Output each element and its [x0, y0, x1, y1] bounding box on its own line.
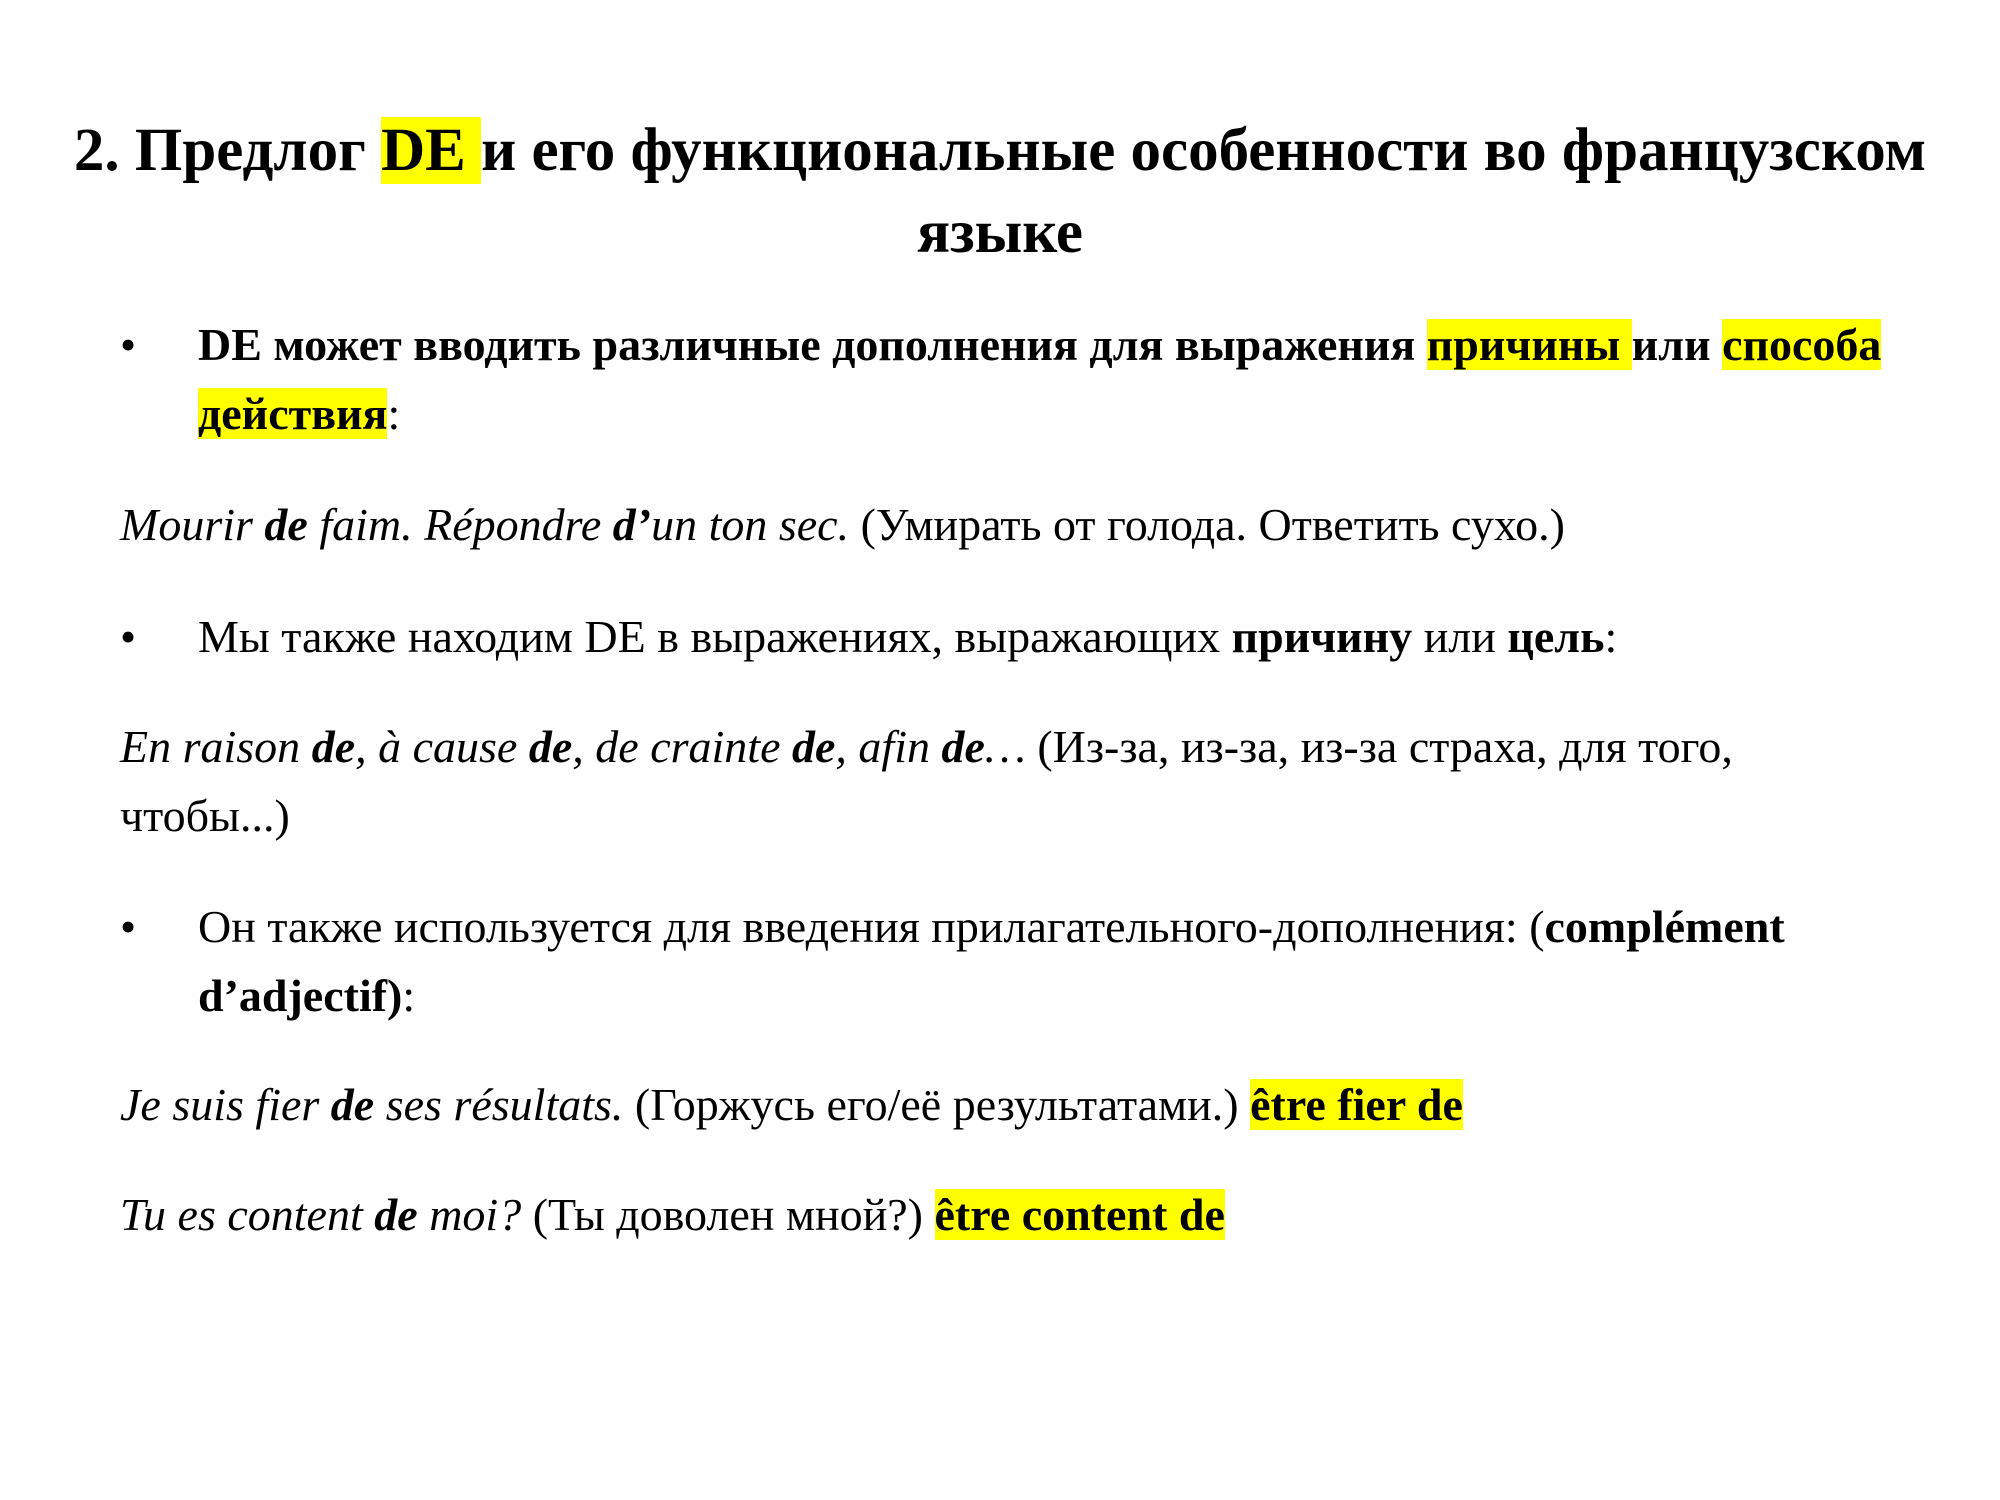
example-italic: moi?	[417, 1189, 522, 1240]
bullet-bold-term: complément d’adjectif)	[198, 901, 1785, 1021]
example-italic: En raison	[120, 721, 312, 772]
example-italic: , afin	[835, 721, 942, 772]
bullet-dot: •	[120, 901, 137, 952]
example-italic: Mourir	[120, 499, 265, 550]
bullet-segment: DE может вводить различные дополнения для выражения	[198, 319, 1427, 370]
bullet-text	[198, 602, 1900, 671]
highlight-manner: способа действия	[198, 319, 1882, 439]
bullet-segment: Мы также находим DE в выражениях, выражающих	[198, 611, 1232, 662]
example-content	[120, 1180, 1900, 1249]
example-bold-de: de	[528, 721, 573, 772]
bullet-bold-purpose: цель	[1507, 611, 1605, 662]
example-en-raison	[120, 712, 1900, 850]
bullet-cause-manner	[120, 310, 1900, 448]
example-italic: Tu es content	[120, 1189, 375, 1240]
example-italic: un ton sec.	[651, 499, 850, 550]
example-italic: ses résultats.	[374, 1079, 624, 1130]
bullet-colon: :	[1604, 611, 1618, 662]
example-fier	[120, 1070, 1900, 1139]
example-translation: (Умирать от голода. Ответить сухо.)	[849, 499, 1565, 550]
example-bold-de: d’	[612, 499, 652, 550]
title-highlight-de: DE	[381, 117, 482, 184]
title-text-start: 2. Предлог	[73, 117, 382, 184]
bullet-cause-purpose	[120, 602, 1900, 671]
example-translation: (Ты доволен мной?)	[521, 1189, 935, 1240]
bullet-text	[198, 310, 1900, 448]
example-italic: Je suis fier	[120, 1079, 331, 1130]
example-bold-de: de	[941, 721, 985, 772]
example-mourir	[120, 490, 1900, 559]
example-bold-de: de	[792, 721, 836, 772]
example-italic: , de crainte	[572, 721, 792, 772]
example-italic: faim. Répondre	[307, 499, 613, 550]
example-bold-de: de	[311, 721, 356, 772]
example-italic: , à cause	[355, 721, 529, 772]
example-bold-de: de	[264, 499, 308, 550]
bullet-dot: •	[120, 611, 137, 662]
example-translation: (Горжусь его/её результатами.)	[623, 1079, 1251, 1130]
highlight-etre-content-de: être content de	[934, 1189, 1225, 1240]
highlight-etre-fier-de: être fier de	[1250, 1079, 1463, 1130]
highlight-cause: причины	[1426, 319, 1632, 370]
bullet-dot: •	[120, 319, 137, 370]
bullet-bold-cause: причину	[1231, 611, 1413, 662]
bullet-colon: :	[387, 388, 401, 439]
title-text-end: и его функциональные особенности во французском языке	[481, 117, 1927, 266]
bullet-colon: :	[402, 970, 416, 1021]
bullet-segment: или	[1412, 611, 1508, 662]
example-translation: (Из-за, из-за, из-за страха, для того, чтобы...)	[120, 721, 1733, 841]
bullet-segment: или	[1631, 319, 1723, 370]
bullet-adjective-complement	[120, 892, 1900, 1030]
example-bold-de: de	[374, 1189, 418, 1240]
example-italic: …	[984, 721, 1026, 772]
example-bold-de: de	[330, 1079, 375, 1130]
bullet-segment: Он также используется для введения прилагательного-дополнения: (	[198, 901, 1545, 952]
bullet-text	[198, 892, 1900, 1030]
slide-title	[0, 110, 2000, 274]
